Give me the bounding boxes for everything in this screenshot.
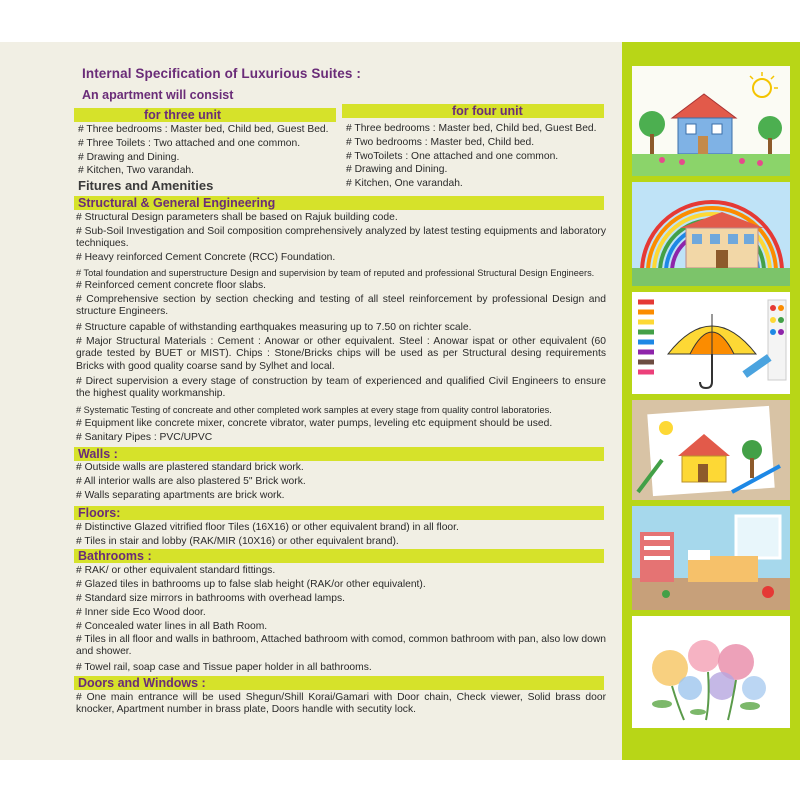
list-item: # Three bedrooms : Master bed, Child bed, Guest Bed.: [78, 124, 329, 135]
list-item: # RAK/ or other equivalent standard fittings.: [76, 565, 276, 576]
list-item: # Structural Design parameters shall be based on Rajuk building code.: [76, 212, 398, 223]
list-item: # Tiles in all floor and walls in bathroom, Attached bathroom with comod, common bathroom with pan, also low down and shower.: [76, 634, 606, 658]
section-bar: Structural & General Engineering: [74, 196, 604, 210]
list-item: # Glazed tiles in bathrooms up to false slab height (RAK/or other equivalent).: [76, 579, 426, 590]
list-item: # Drawing and Dining.: [78, 152, 180, 163]
section-bar: Floors:: [74, 506, 604, 520]
section-bar: Bathrooms :: [74, 549, 604, 563]
list-item: # Two bedrooms : Master bed, Child bed.: [346, 137, 535, 148]
list-item: # Tiles in stair and lobby (RAK/MIR (10X16) or other equivalent brand).: [76, 536, 399, 547]
list-item: # Heavy reinforced Cement Concrete (RCC) Foundation.: [76, 252, 336, 263]
cottage-drawing: [632, 400, 790, 500]
list-item: # Three bedrooms : Master bed, Child bed, Guest Bed.: [346, 123, 597, 134]
list-item: # Drawing and Dining.: [346, 164, 448, 175]
list-item: # Major Structural Materials : Cement : Anowar or other equivalent. Steel : Anowar ispat or other equivalent (60 grade tested by BUET or MIST). Chips : Stone/Bricks chips will be used as per Structural desing requirements Bricks with good quality coarse sand by Sylhet and local.: [76, 336, 606, 372]
list-item: # Towel rail, soap case and Tissue paper holder in all bathrooms.: [76, 662, 372, 673]
list-item: # Inner side Eco Wood door.: [76, 607, 206, 618]
list-item: # One main entrance will be used Shegun/Shill Korai/Gamari with Door chain, Check viewer, Solid brass door knocker, Apartment number in brass plate, Doors handle with secutity lock.: [76, 692, 606, 716]
page-title: Internal Specification of Luxurious Suites :: [82, 66, 361, 81]
list-item: # TwoToilets : One attached and one common.: [346, 151, 559, 162]
four-unit-heading: for four unit: [342, 104, 604, 118]
list-item: # Equipment like concrete mixer, concrete vibrator, water pumps, leveling etc equipment should be used.: [76, 418, 553, 429]
list-item: # Sub-Soil Investigation and Soil composition comprehensively analyzed by latest testing equipments and laboratory techniques.: [76, 226, 606, 250]
list-item: # Three Toilets : Two attached and one common.: [78, 138, 301, 149]
list-item: # Sanitary Pipes : PVC/UPVC: [76, 432, 213, 443]
section-heading: Fitures and Amenities: [78, 178, 214, 193]
list-item: # Structure capable of withstanding earthquakes measuring up to 7.50 on richter scale.: [76, 322, 472, 333]
list-item: # Reinforced cement concrete floor slabs.: [76, 280, 267, 291]
list-item: # Systematic Testing of concreate and other completed work samples at every stage from quality control laboratories.: [76, 405, 552, 415]
list-item: # Kitchen, Two varandah.: [78, 165, 195, 176]
list-item: # Concealed water lines in all Bath Room.: [76, 621, 268, 632]
umbrella-drawing: [632, 292, 790, 394]
list-item: # All interior walls are also plastered 5" Brick work.: [76, 476, 306, 487]
section-bar: Doors and Windows :: [74, 676, 604, 690]
rainbow-house-drawing: [632, 182, 790, 286]
list-item: # Kitchen, One varandah.: [346, 178, 463, 189]
flower-painting: [632, 616, 790, 728]
page-subtitle: An apartment will consist: [82, 88, 234, 102]
list-item: # Direct supervision a every stage of construction by team of experienced and qualified Civil Engineers to ensure the highest quality workmanship.: [76, 376, 606, 400]
list-item: # Outside walls are plastered standard brick work.: [76, 462, 304, 473]
list-item: # Total foundation and superstructure Design and supervision by team of reputed and professional Structural Design Engineers.: [76, 268, 595, 278]
list-item: # Distinctive Glazed vitrified floor Tiles (16X16) or other equivalent brand) in all floor.: [76, 522, 459, 533]
list-item: # Standard size mirrors in bathrooms with overhead lamps.: [76, 593, 345, 604]
bedroom-drawing: [632, 506, 790, 610]
section-bar: Walls :: [74, 447, 604, 461]
house-drawing: [632, 66, 790, 176]
three-unit-heading: for three unit: [74, 108, 336, 122]
list-item: # Walls separating apartments are brick work.: [76, 490, 285, 501]
list-item: # Comprehensive section by section checking and testing of all steel reinforcement by professional Design and structure Engineers.: [76, 294, 606, 318]
